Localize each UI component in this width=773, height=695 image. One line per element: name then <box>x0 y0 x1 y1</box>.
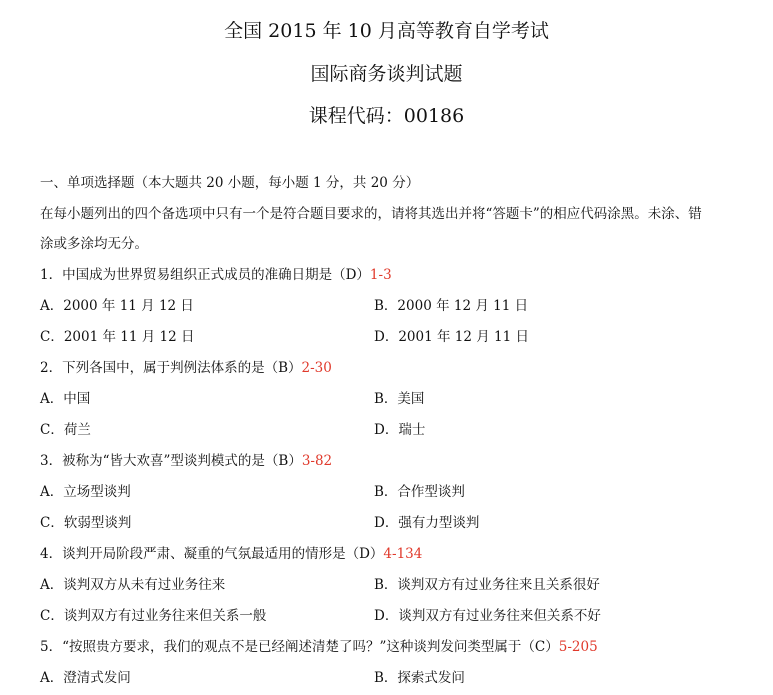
option-c: C．2001 年 11 月 12 日 <box>40 329 195 345</box>
question-stem <box>40 358 332 378</box>
option-a: A．2000 年 11 月 12 日 <box>40 298 194 314</box>
option-d: D．瑞士 <box>374 422 426 438</box>
question-text: 4．谈判开局阶段严肃、凝重的气氛最适用的情形是（D） <box>40 546 384 562</box>
section-heading: 一、单项选择题（本大题共 20 小题，每小题 1 分，共 20 分） <box>40 175 420 191</box>
question-text: 1．中国成为世界贸易组织正式成员的准确日期是（D） <box>40 267 370 283</box>
answer-reference: 3-82 <box>301 453 333 469</box>
answer-reference: 5-205 <box>558 639 598 655</box>
option-c: C．荷兰 <box>40 422 91 438</box>
exam-subject: 国际商务谈判试题 <box>310 63 463 85</box>
answer-reference: 2-30 <box>301 360 332 376</box>
answer-reference: 4-134 <box>383 546 423 562</box>
question-text: 3．被称为“皆大欢喜”型谈判模式的是（B） <box>40 453 302 469</box>
option-c: C．谈判双方有过业务往来但关系一般 <box>40 608 267 624</box>
option-d: D．2001 年 12 月 11 日 <box>374 329 529 345</box>
question-stem <box>40 265 392 285</box>
option-b: B．2000 年 12 月 11 日 <box>374 298 529 314</box>
question-text: 5．“按照贵方要求，我们的观点不是已经阐述清楚了吗？”这种谈判发问类型属于（C） <box>40 639 559 655</box>
section-instruction-cont: 涂或多涂均无分。 <box>40 236 148 252</box>
option-a: A．中国 <box>40 391 91 407</box>
option-b: B．合作型谈判 <box>374 484 465 500</box>
option-b: B．探索式发问 <box>374 670 465 686</box>
question-text: 2．下列各国中，属于判例法体系的是（B） <box>40 360 302 376</box>
option-d: D．强有力型谈判 <box>374 515 480 531</box>
option-a: A．谈判双方从未有过业务往来 <box>40 577 226 593</box>
option-a: A．立场型谈判 <box>40 484 131 500</box>
answer-reference: 1-3 <box>369 267 392 283</box>
question-stem <box>40 544 422 564</box>
option-a: A．澄清式发问 <box>40 670 131 686</box>
question-stem <box>40 637 598 657</box>
option-b: B．谈判双方有过业务往来且关系很好 <box>374 577 600 593</box>
exam-title: 全国 2015 年 10 月高等教育自学考试 <box>224 20 549 42</box>
option-c: C．软弱型谈判 <box>40 515 132 531</box>
course-code: 课程代码：00186 <box>308 105 465 127</box>
section-instruction: 在每小题列出的四个备选项中只有一个是符合题目要求的，请将其选出并将“答题卡”的相应代码涂黑。未涂、错 <box>40 206 702 222</box>
option-b: B．美国 <box>374 391 425 407</box>
option-d: D．谈判双方有过业务往来但关系不好 <box>374 608 601 624</box>
question-stem <box>40 451 332 471</box>
